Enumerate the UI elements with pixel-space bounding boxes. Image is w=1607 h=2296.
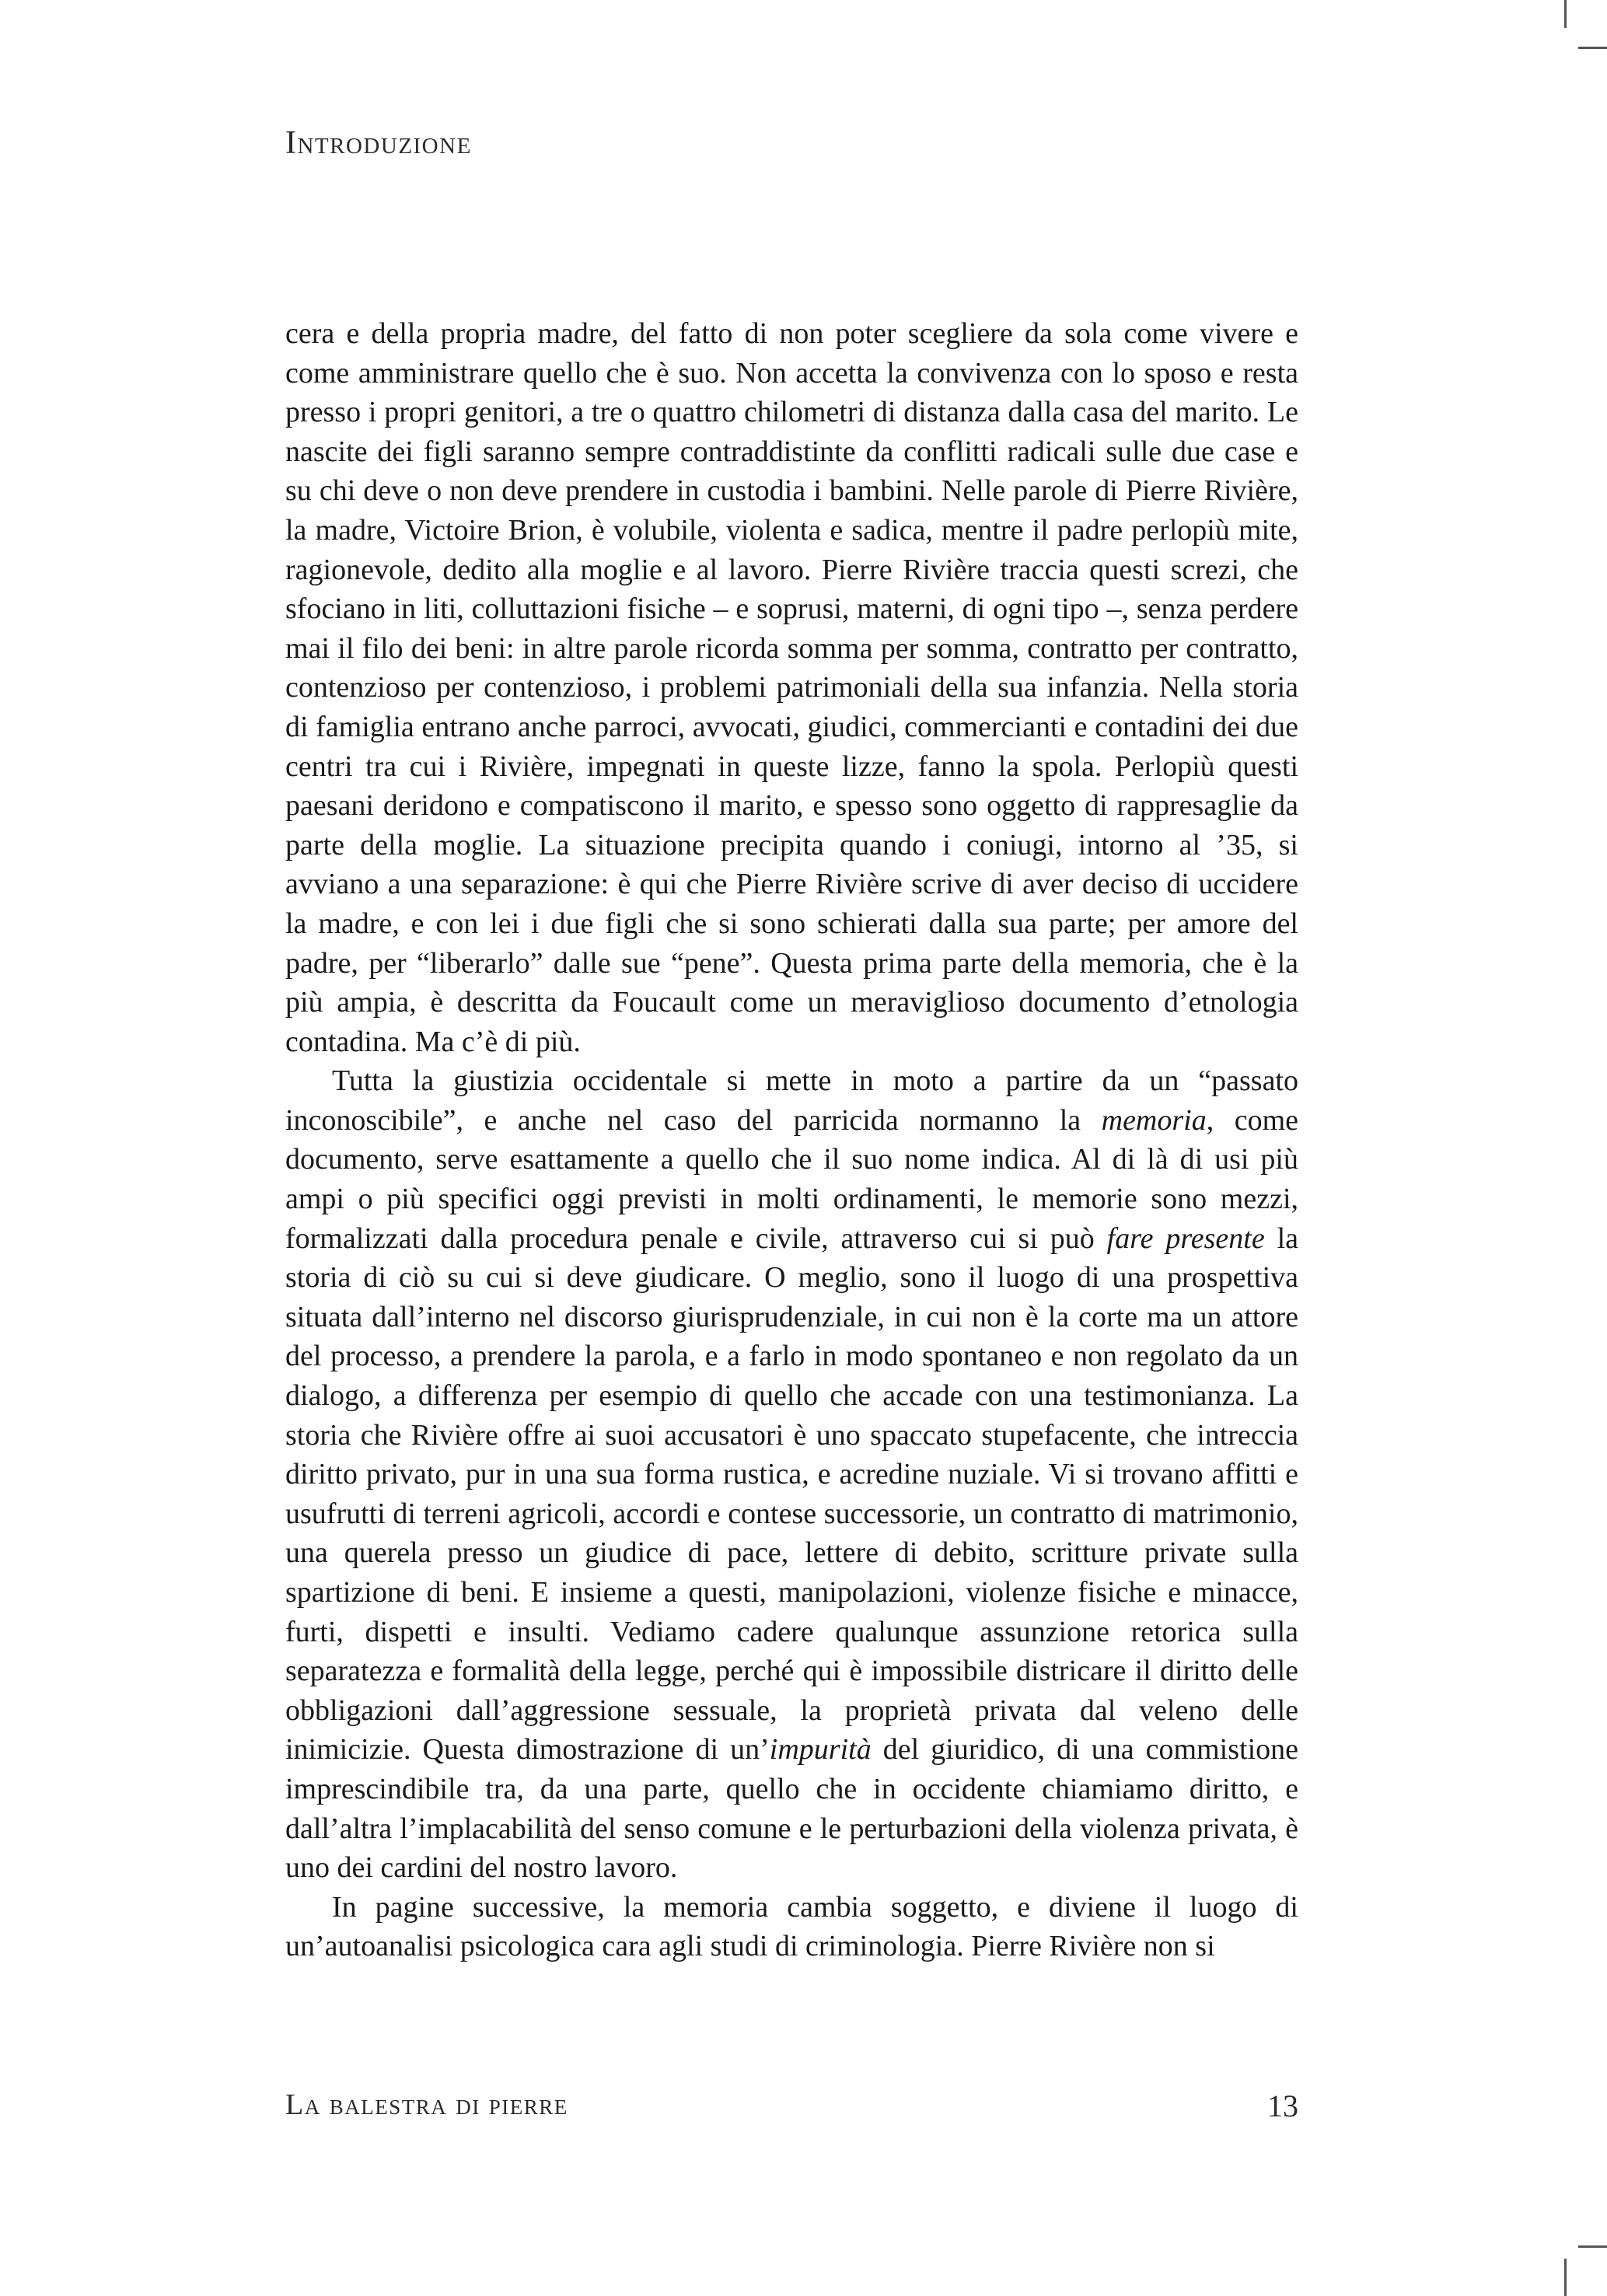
paragraph-2-text-c: la storia di ciò su cui si deve giudicare. O meglio, sono il luogo di una prospettiva situata dall’interno nel discorso giurisprudenziale, in cui non è la corte ma un attore del processo, a prendere la parola, e a farlo in modo spontaneo e non regolato da un dialogo, a differenza per esempio di quello che accade con una testimonianza. La storia che Rivière offre ai suoi accusatori è uno spaccato stupefacente, che intreccia diritto privato, pur in una sua forma rustica, e acredine nuziale. Vi si trovano affitti e usufrutti di terreni agricoli, accordi e contese successorie, un contratto di matrimonio, una querela presso un giudice di pace, lettere di debito, scritture private sulla spartizione di beni. E insieme a questi, manipolazioni, violenze fisiche e minacce, furti, dispetti e insulti. Vediamo cadere qualunque assunzione retorica sulla separatezza e formalità della legge, perché qui è impossibile districare il diritto delle obbligazioni dall’aggressione sessuale, la proprietà privata dal veleno delle inimicizie. Questa dimostrazione di un’: [285, 1221, 1298, 1767]
running-head: Introduzione: [285, 125, 472, 161]
crop-mark-bottom-horizontal: [1578, 2245, 1607, 2248]
crop-mark-bottom-vertical: [1564, 2259, 1567, 2296]
paragraph-2: [285, 1061, 1298, 1887]
paragraph-3: In pagine successive, la memoria cambia soggetto, e diviene il luogo di un’autoanalisi psicologica cara agli studi di criminologia. Pierre Rivière non si: [285, 1890, 1298, 1963]
body-text: [285, 314, 1298, 1966]
footer-book-title: La balestra di pierre: [285, 2088, 568, 2121]
page-number: 13: [1267, 2088, 1298, 2123]
emphasis-fare-presente: fare presente: [1106, 1221, 1265, 1255]
crop-mark-top-vertical: [1564, 0, 1567, 28]
paragraph-2-text-a: Tutta la giustizia occidentale si mette in moto a partire da un “passato inconoscibile”, e anche nel caso del parricida normanno la: [285, 1064, 1298, 1137]
paragraph-2-text-b: , come documento, serve esattamente a quello che il suo nome indica. Al di là di usi più ampi o più specifici oggi previsti in molti ordinamenti, le memorie sono mezzi, formalizzati dalla procedura penale e civile, attraverso cui si può: [285, 1103, 1298, 1255]
paragraph-1: cera e della propria madre, del fatto di non poter scegliere da sola come vivere e come amministrare quello che è suo. Non accetta la convivenza con lo sposo e resta presso i propri genitori, a tre o quattro chilometri di distanza dalla casa del marito. Le nascite dei figli saranno sempre contraddistinte da conflitti radicali sulle due case e su chi deve o non deve prendere in custodia i bambini. Nelle parole di Pierre Rivière, la madre, Victoire Brion, è volubile, violenta e sadica, mentre il padre perlopiù mite, ragionevole, dedito alla moglie e al lavoro. Pierre Rivière traccia questi screzi, che sfociano in liti, colluttazioni fisiche – e soprusi, materni, di ogni tipo –, senza perdere mai il filo dei beni: in altre parole ricorda somma per somma, contratto per contratto, contenzioso per contenzioso, i problemi patrimoniali della sua infanzia. Nella storia di famiglia entrano anche parroci, avvocati, giudici, commercianti e contadini dei due centri tra cui i Rivière, impegnati in queste lizze, fanno la spola. Perlopiù questi paesani deridono e compatiscono il marito, e spesso sono oggetto di rappresaglie da parte della moglie. La situazione precipita quando i coniugi, intorno al ’35, si avviano a una separazione: è qui che Pierre Rivière scrive di aver deciso di uccidere la madre, e con lei i due figli che si sono schierati dalla sua parte; per amore del padre, per “liberarlo” dalle sue “pene”. Questa prima parte della memoria, che è la più ampia, è descritta da Foucault come un meraviglioso documento d’etnologia contadina. Ma c’è di più.: [285, 317, 1298, 1058]
crop-mark-top-horizontal: [1578, 47, 1607, 49]
emphasis-memoria: memoria: [1101, 1103, 1207, 1137]
paragraph-2-text-d: del giuridico, di una commistione imprescindibile tra, da una parte, quello che in occidente chiamiamo diritto, e dall’altra l’implacabilità del senso comune e le perturbazioni della violenza privata, è uno dei cardini del nostro lavoro.: [285, 1733, 1298, 1885]
emphasis-impurita: impurità: [769, 1733, 872, 1767]
